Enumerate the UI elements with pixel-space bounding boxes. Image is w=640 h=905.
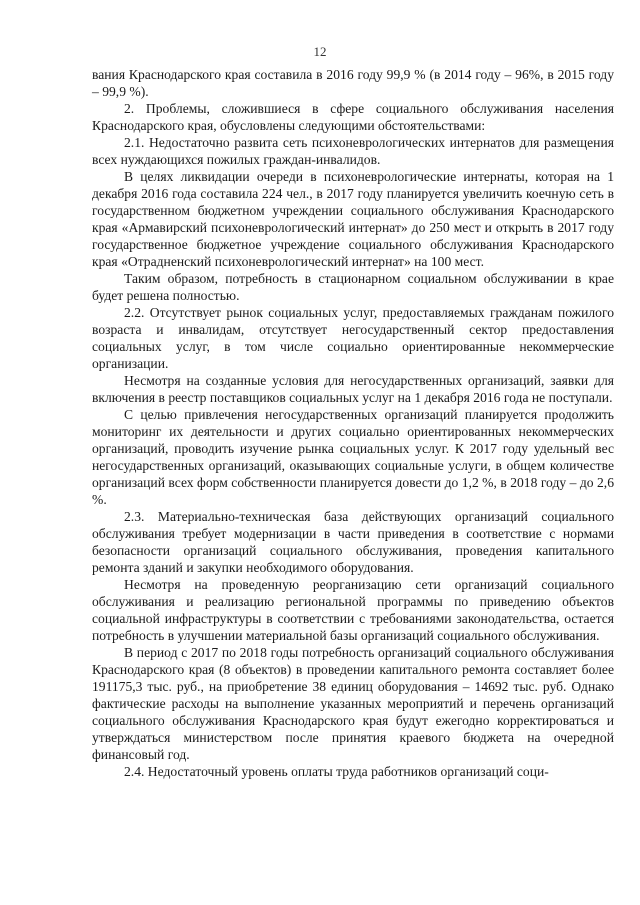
paragraph: Таким образом, потребность в стационарном социальном обслуживании в крае будет решена полностью. [92,271,614,303]
paragraph: С целью привлечения негосударственных организаций планируется продолжить мониторинг их деятельности и других социально ориентированных некоммерческих организаций, проводить изучение рынка социальных услуг. К 2017 году удельный вес негосударственных организаций, оказывающих социальные услуги, в общем количестве организаций всех форм собственности планируется довести до 1,2 %, в 2018 году – до 2,6 %. [92,407,614,507]
paragraph: вания Краснодарского края составила в 2016 году 99,9 % (в 2014 году – 96%, в 2015 году – 99,9 %). [92,67,614,99]
paragraph: 2.1. Недостаточно развита сеть психоневрологических интернатов для размещения всех нуждающихся пожилых граждан-инвалидов. [92,135,614,167]
page-number: 12 [313,44,327,59]
paragraph: 2.3. Материально-техническая база действующих организаций социального обслуживания требует модернизации в части приведения в соответствие с нормами безопасности организаций социального обслуживания, проведения капитального ремонта зданий и закупки необходимого оборудования. [92,509,614,575]
paragraph: 2.2. Отсутствует рынок социальных услуг, предоставляемых гражданам пожилого возраста и инвалидам, отсутствует негосударственный сектор предоставления социальных услуг, в том числе социально ориентированные некоммерческие организации. [92,305,614,371]
paragraph: 2. Проблемы, сложившиеся в сфере социального обслуживания населения Краснодарского края, обусловлены следующими обстоятельствами: [92,101,614,133]
paragraph: В целях ликвидации очереди в психоневрологические интернаты, которая на 1 декабря 2016 года составила 224 чел., в 2017 году планируется увеличить коечную сеть в государственном бюджетном учреждении социального обслуживания Краснодарского края «Армавирский психоневрологический интернат» до 250 мест и открыть в 2017 году государственное бюджетное учреждение социального обслуживания Краснодарского края «Отрадненский психоневрологический интернат» на 100 мест. [92,169,614,269]
paragraph: Несмотря на созданные условия для негосударственных организаций, заявки для включения в реестр поставщиков социальных услуг на 1 декабря 2016 года не поступали. [92,373,614,405]
body-text [92,66,614,780]
paragraph: 2.4. Недостаточный уровень оплаты труда работников организаций соци- [124,764,549,779]
paragraph: В период с 2017 по 2018 годы потребность организаций социального обслуживания Краснодарского края (8 объектов) в проведении капитального ремонта составляет более 191175,3 тыс. руб., на приобретение 38 единиц оборудования – 14692 тыс. руб. Однако фактические расходы на выполнение указанных мероприятий и перечень организаций социального обслуживания Краснодарского края будут ежегодно корректироваться и утверждаться министерством после принятия краевого бюджета на очередной финансовый год. [92,645,614,762]
paragraph: Несмотря на проведенную реорганизацию сети организаций социального обслуживания и реализацию региональной программы по приведению объектов социальной инфраструктуры в соответствии с требованиями законодательства, остается потребность в улучшении материальной базы организаций социального обслуживания. [92,577,614,643]
